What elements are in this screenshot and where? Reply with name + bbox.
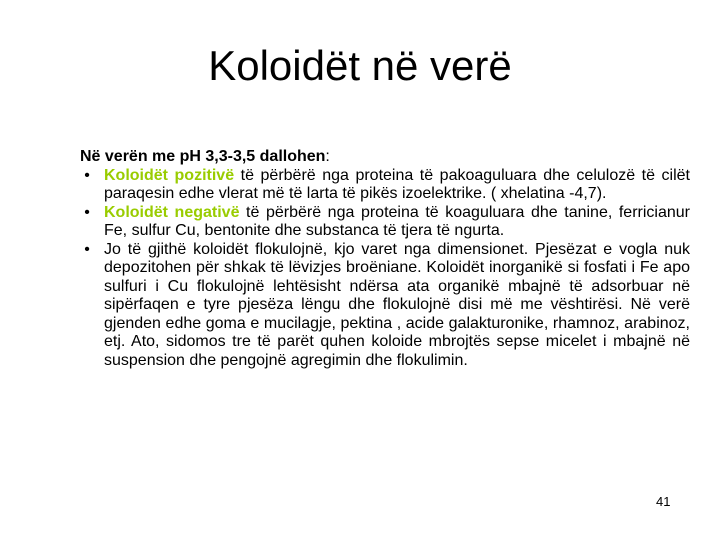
bullet-text: Jo të gjithë koloidët flokulojnë, kjo varet nga dimensionet. Pjesëzat e vogla nuk depozitohen për shkak të lëvizjes broëniane. Koloidët inorganikë si fosfati i Fe apo sulfuri i Cu flokulojnë lehtësisht ndërsa ata organikë mbajnë të adsorbuar në sipërfaqen e tyre pjesëza lëngu dhe flokulojnë disi më me vështirësi. Në verë gjenden edhe goma e mucilagje, pektina , acide galakturonike, rhamnoz, arabinoz, etj. Ato, sidomos tre të parët quhen koloide mbrojtës sepse micelet i mbajnë në suspension dhe pengojnë agregimin dhe flokulimin. (104, 240, 690, 369)
bullet-text: të përbërë nga proteina të pakoaguluara dhe celulozë të cilët paraqesin edhe vlerat më të larta të pikës izoelektrike. ( xhelatina -4,7). (104, 166, 690, 202)
bullet-marker-icon: • (84, 166, 90, 184)
intro-line (80, 148, 690, 167)
slide-title: Koloidët në verë (208, 42, 512, 89)
bullet-item-negative-colloids (80, 204, 690, 241)
slide-body (80, 148, 690, 370)
bullet-item-flocculation (80, 241, 690, 371)
intro-colon: : (325, 148, 330, 165)
bullet-highlight: Koloidët negativë (104, 203, 240, 221)
intro-text: Në verën me pH 3,3-3,5 dallohen (80, 148, 326, 165)
bullet-highlight: Koloidët pozitivë (104, 166, 235, 184)
bullet-text: të përbërë nga proteina të koaguluara dhe tanine, ferricianur Fe, sulfur Cu, bentonite dhe substanca të tjera të ngurta. (104, 203, 690, 239)
page-number: 41 (656, 494, 671, 509)
bullet-item-positive-colloids (80, 167, 690, 204)
bullet-marker-icon: • (84, 240, 90, 258)
bullet-list (80, 167, 690, 371)
bullet-marker-icon: • (84, 203, 90, 221)
